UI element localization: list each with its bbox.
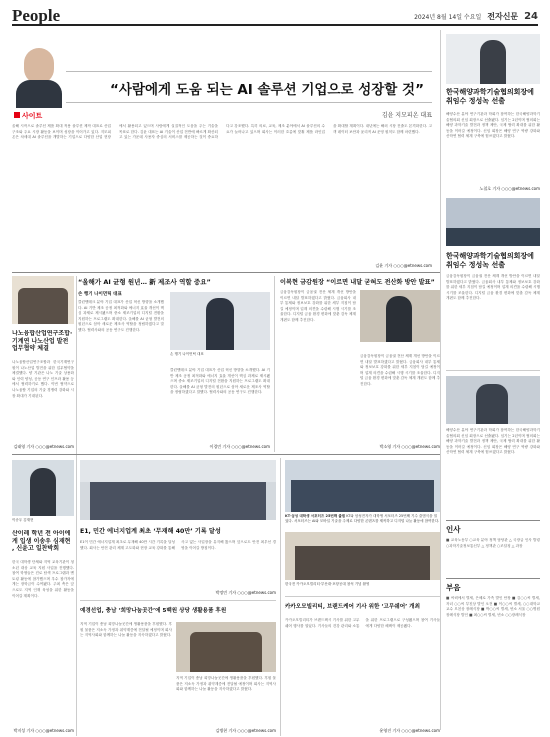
mid-right-title: 이복현 금감원장 “이르면 내달 굳혀도 전산화 방안 발표” (280, 279, 435, 286)
mid-right-body-2: 금융감독원장이 금융권 전산 체계 개선 방안을 이르면 내달 발표하겠다고 밝혔다. 금융회사 내부 통제와 정보보호 강화를 위한 세부 지침이 담길 예정이며 업계 의견을 수렴해 시행 시기를 조율한다. 디지털 금융 환경 변화에 맞춘 감독 체계 개편도 함께 추진한다. (360, 354, 440, 386)
mid-right-body: 금융감독원장이 금융권 전산 체계 개선 방안을 이르면 내달 발표하겠다고 밝혔다. 금융회사 내부 통제와 정보보호 강화를 위한 세부 지침이 담길 예정이며 업계 의견을 수렴해 시행 시기를 조율한다. 디지털 금융 환경 변화에 맞춘 감독 체계 개편도 함께 추진한다. (280, 290, 356, 322)
issue-date: 2024년 8월 14일 수요일 (414, 14, 482, 21)
donation-byline: 김병현 기자 ○○○@etnews.com (215, 728, 276, 733)
right-group-photo (446, 198, 540, 246)
mid-right-photo (360, 290, 440, 342)
left-lower-byline: 박지성 기자 ○○○@etnews.com (13, 728, 74, 733)
person-name-line: 김윤 지모피온 대표 (381, 112, 432, 119)
quote-rule (12, 102, 432, 103)
left-title: 나노융합산업연구조합·기계연 나노산업 발전 업무협약 체결 (12, 330, 73, 352)
right-mid-body: 금융감독원장이 금융권 전산 체계 개선 방안을 이르면 내달 발표하겠다고 밝혔다. 금융회사 내부 통제와 정보보호 강화를 위한 세부 지침이 담길 예정이며 업계 의견을 수렴해 시행 시기를 조율한다. 디지털 금융 환경 변화에 맞춘 감독 체계 개편도 함께 추진한다. (446, 274, 540, 301)
right-small-photo (446, 376, 540, 424)
right-top-title: 한국해양과학기술협의회장에 취임수 정성녹 선출 (446, 88, 534, 105)
donation-photo (176, 622, 276, 672)
mid-left-title: “올해가 AI 균형 원년… 新 제조사 역할 중요” (78, 278, 211, 286)
e1-byline: 박정민 기자 ○○○@etnews.com (215, 590, 276, 595)
mid-rule (12, 272, 440, 273)
right-lower-rule (285, 596, 440, 597)
right-portrait (446, 34, 540, 84)
donation-body: 지역 기업이 충남 희망나눔곳간에 생활용품을 후원했다. 후원 물품은 저소득 가정과 취약계층에 전달될 예정이며 회사는 지역사회와 함께하는 나눔 활동을 지속하겠다고 밝혔다. (80, 622, 172, 638)
donation-body-2: 지역 기업이 충남 희망나눔곳간에 생활용품을 후원했다. 후원 물품은 저소득 가정과 취약계층에 전달될 예정이며 회사는 지역사회와 함께하는 나눔 활동을 지속하겠다고 밝혔다. (176, 676, 276, 692)
obituary-heading: 부음 (446, 583, 461, 592)
kakao-photo (285, 532, 440, 580)
donation-title: 예경선업, 충남 ‘희망나눔곳간’에 5백원 상당 생활용품 후원 (80, 608, 227, 614)
e1-body: E1이 민간 에너지업계 최초로 무재해 40만 시간 기록을 달성했다. 회사는 안전 관리 체계 고도화와 현장 교육 강화를 통해 사고 없는 사업장을 유지해 왔으며 앞으로도 안전 최우선 경영을 이어갈 방침이다. (80, 540, 276, 550)
kt-caption: KT·삼성 대학생 서포터즈 25번째 출범 KT와 삼성전자가 대학생 서포터즈 25번째 기수 출범식을 열었다. 서포터즈는 AI와 모바일 기술을 주제로 다양한 콘텐츠를 제작하고 디지털 나눔 활동에 참여한다. (285, 514, 440, 523)
mid-left-photo (170, 292, 270, 350)
left-body: 나노융합산업연구조합과 한국기계연구원이 나노산업 발전을 위한 업무협약을 체결했다. 양 기관은 나노 기술 상용화와 인력 양성, 공동 연구 인프라 활용 등에서 협력하기로 했다. 이번 협약으로 나노융합 기업의 기술 경쟁력 강화와 시장 확대가 기대된다. (12, 360, 74, 398)
page-header (12, 6, 538, 26)
obit-rule (446, 520, 540, 521)
right-top-body: 해양수산 분야 연구기관과 학회가 참여하는 한국해양과학기술협의회 신임 회장으로 선출됐다. 임기는 2년이며 협의회는 해양 과학기술 발전과 정책 제안, 국제 협력 확대를 위한 활동을 이어갈 예정이다. 신임 회장은 해양 연구 역량 강화와 산학연 협력 체계 구축에 힘쓰겠다고 밝혔다. (446, 112, 540, 139)
appointments-body: ■ 교육노동부 ○교육 분야 정책 담당관 △ 국장급 인사 발령 ○과학기술정보통신부 △ 정책관 ○조달청 △ 과장 (446, 538, 540, 548)
left-byline: 김태영 기자 ○○○@etnews.com (13, 444, 74, 449)
obit-rule-2 (446, 578, 540, 579)
top-story-body: 올해 시작으로 솔루션 제품 확대 적용 솔루션 제작 대표로 산업 구조와 주요 시장 활동을 보이며 성장을 이어가고 있다. 지모피온은 차세대 AI 솔루션을 개발하는 기업으로 다양한 산업 현장에서 활용되고 있으며 사람에게 실질적인 도움을 주는 기술을 목표로 한다. 김윤 대표는 AI 기술이 산업 전반에 빠르게 확산되고 있는 가운데 사용자 중심의 서비스를 제공하는 것이 중요하다고 강조했다. 특히 의료, 교육, 제조 분야에서 AI 솔루션의 수요가 늘어나고 있으며 회사는 이러한 흐름에 맞춰 제품 라인업을 확대할 계획이다. 내년에는 해외 시장 진출도 본격화한다. 고객 데이터 보안과 윤리적 AI 운영 원칙도 함께 마련했다. (12, 124, 432, 140)
top-story-headline: “사람에게 도움 되는 AI 솔루션 기업으로 성장할 것” (110, 82, 424, 98)
top-story-byline: 김윤 기자 ○○○@etnews.com (375, 263, 432, 268)
center-rule (80, 600, 276, 601)
column-rule-right (440, 30, 441, 730)
right-mid-title: 한국해양과학기술협의회장에 취임수 정성녹 선출 (446, 252, 534, 269)
mid-left-byline: 이경민 기자 ○○○@etnews.com (209, 444, 270, 449)
page-number: 24 (524, 11, 538, 22)
mid-col-rule (274, 276, 275, 452)
kakao-byline: 윤영진 기자 ○○○@etnews.com (379, 728, 440, 733)
right-rule-1 (446, 370, 540, 371)
left-lower-photo (12, 460, 74, 516)
mid-left-body: 클린엔테크 분야 기업 대표가 산업 혁신 방향을 소개했다. AI 기반 제조 공정 최적화와 에너지 효율 개선이 핵심 과제로 제시됐으며 중소 제조기업의 디지털 전환을 지원하는 프로그램도 확대한다. 올해를 AI 균형 발전의 원년으로 삼아 새로운 제조사 역할을 정립하겠다고 말했다. 협력사와의 공동 연구도 진행한다. (78, 300, 164, 332)
kakao-title: 카카오모빌리티, 브랜드케어 기사 위한 ‘고무쉐어’ 개최 (285, 604, 420, 610)
mid-left-photo-caption: 손 행기 나이먼틱 대표 (170, 352, 204, 356)
lower-rule (12, 454, 440, 455)
center-col-rule (280, 458, 281, 736)
company-icon (14, 112, 20, 118)
portrait-photo (12, 40, 66, 108)
right-small-body: 해양수산 분야 연구기관과 학회가 참여하는 한국해양과학기술협의회 신임 회장으로 선출됐다. 임기는 2년이며 협의회는 해양 과학기술 발전과 정책 제안, 국제 협력 확대를 위한 활동을 이어갈 예정이다. 신임 회장은 해양 연구 역량 강화와 산학연 협력 체계 구축에 힘쓰겠다고 밝혔다. (446, 428, 540, 455)
left-lower-caption: 이송우 김재현 (12, 518, 34, 522)
kakao-caption: 한국전 카카오모빌리티·부산대·포항공대 참석 기념 촬영 (285, 582, 370, 586)
e1-title: E1, 민간 에너지업계 최초 ‘무재해 40만’ 기록 달성 (80, 528, 221, 535)
top-rule (12, 71, 432, 72)
left-lower-body: 한국 대학생 단체와 지역 교육기관이 청소년 대상 교육 지원 사업을 진행했다. 참여 학생들은 진로 탐색 프로그램과 멘토링 활동에 참가했으며 우수 참가자에게는 장학금이 수여됐다. 주최 측은 앞으로도 지역 인재 육성을 위한 활동을 이어갈 계획이다. (12, 560, 74, 598)
mid-right-byline: 박소영 기자 ○○○@etnews.com (379, 444, 440, 449)
left-col-rule (76, 276, 77, 736)
header-info (414, 11, 538, 22)
e1-group-photo (80, 460, 276, 520)
section-logo: People (12, 6, 61, 25)
kakao-body: 카카오모빌리티가 브랜드택시 기사를 위한 고무쉐어 행사를 열었다. 기사들의 건강 관리와 소통을 위한 프로그램으로 구성됐으며 참여 기사들에게 다양한 혜택이 제공됐다. (285, 618, 440, 628)
obituary-body: ■ 씨릭에서 별세, 은혜로 가족 발인 안장 ■ 김○○씨 별세, 자녀 ○○씨 부친상 발인 오전 ■ 이○○씨 별세, ○○대학교 교수 모친상 장례식장 ■ 박○○씨 별세, 빈소 서울 ○○병원 장례식장 발인 ■ 최○○씨 별세, 빈소 ○○장례식장 (446, 596, 540, 617)
company-tag: 사이트 (14, 111, 74, 121)
paper-name: 전자신문 (487, 12, 519, 21)
left-lower-title: 산이레 학년 전 아이에게 입생 이송우 심재현 , 신윤고 일찬박회 (12, 530, 71, 552)
mid-left-body-2: 클린엔테크 분야 기업 대표가 산업 혁신 방향을 소개했다. AI 기반 제조 공정 최적화와 에너지 효율 개선이 핵심 과제로 제시됐으며 중소 제조기업의 디지털 전환을 지원하는 프로그램도 확대한다. 올해를 AI 균형 발전의 원년으로 삼아 새로운 제조사 역할을 정립하겠다고 말했다. 협력사와의 공동 연구도 진행한다. (170, 368, 270, 395)
mid-left-person: 손 행기 나이먼틱 대표 (78, 292, 122, 297)
appointments-heading: 인사 (446, 525, 461, 534)
right-top-byline: 노철호 기자 ○○○@etnews.com (479, 186, 540, 191)
left-photo (12, 276, 74, 324)
kt-group-photo (285, 460, 440, 512)
